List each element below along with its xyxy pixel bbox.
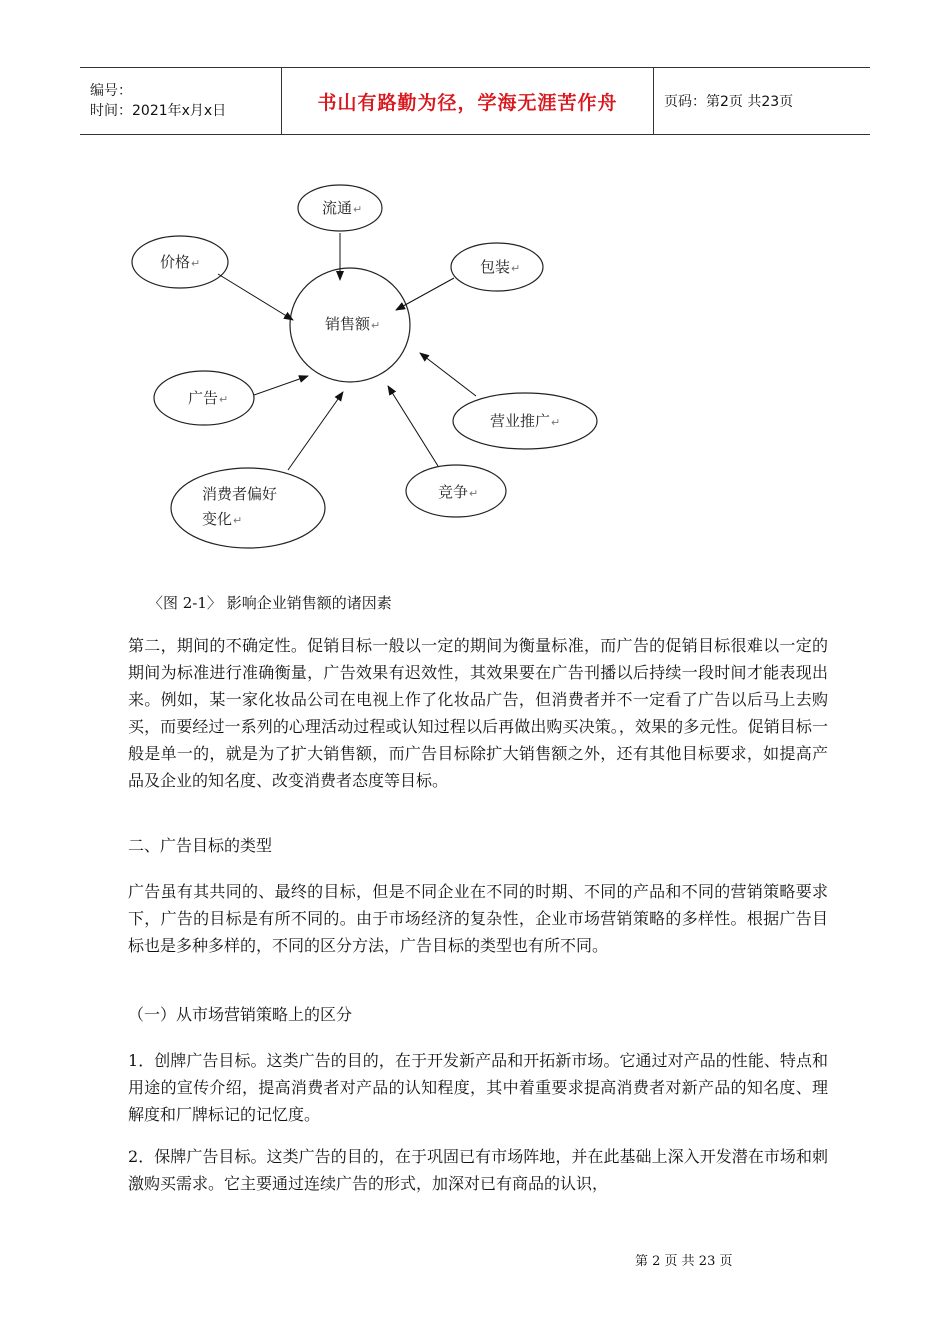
return-mark: ↵ [191, 257, 201, 270]
yingye-text: 营业推广 [490, 412, 551, 430]
paragraph-period-uncertainty: 第二，期间的不确定性。促销目标一般以一定的期间为衡量标准，而广告的促销目标很难以一定的期间为标准进行准确衡量，广告效果有迟效性，其效果要在广告刊播以后持续一段时间才能表现出来。例如，某一家化妆品公司在电视上作了化妆品广告，但消费者并不一定看了广告以后马上去购买，而要经过一系列的心理活动过程或认知过程以后再做出购买决策。，效果的多元性。促销目标一般是单一的，就是为了扩大销售额，而广告目标除扩大销售额之外，还有其他目标要求，如提高产品及企业的知名度、改变消费者态度等目标。 [128, 636, 828, 790]
motto: 书山有路勤为径，学海无涯苦作舟 [317, 91, 618, 114]
arrow-jiage [218, 274, 293, 320]
arrow-yingye [420, 353, 476, 396]
center-text: 销售额 [325, 315, 371, 333]
jingzheng-text: 竞争 [438, 483, 469, 501]
header-motto-cell [282, 68, 654, 134]
baozhuang-text: 包装 [480, 258, 511, 276]
arrow-baozhuang [396, 278, 454, 310]
liutong-node-label [322, 197, 362, 218]
jiage-node-label [160, 251, 200, 272]
sales-factors-diagram [120, 180, 620, 560]
yingye-node-label [490, 410, 560, 431]
center-node-label [325, 313, 380, 334]
arrow-jingzheng [388, 386, 438, 466]
return-mark: ↵ [353, 203, 363, 216]
baozhuang-node-label [480, 256, 520, 277]
xiaofei-ellipse [171, 468, 325, 548]
return-mark: ↵ [511, 262, 521, 275]
liutong-text: 流通 [322, 199, 353, 217]
arrow-guanggao [254, 376, 308, 395]
figure-caption: 〈图 2-1〉 影响企业销售额的诸因素 [148, 594, 392, 612]
return-mark: ↵ [371, 319, 381, 332]
page-header [80, 67, 870, 135]
header-page-info-cell [654, 68, 870, 134]
number-label: 编号： [90, 83, 132, 99]
section-heading: 二、广告目标的类型 [128, 836, 273, 855]
xiaofei-text-2: 变化 [202, 510, 233, 528]
return-mark: ↵ [219, 393, 229, 406]
jiage-text: 价格 [160, 253, 191, 271]
xiaofei-node-label-line1 [202, 483, 277, 504]
xiaofei-node-label-line2 [202, 508, 242, 529]
jingzheng-node-label [438, 481, 478, 502]
time-label: 时间：2021年x月x日 [90, 103, 227, 119]
page-info: 页码：第2页 共23页 [664, 94, 794, 110]
arrow-xiaofei [288, 392, 343, 470]
diagram-graphics [120, 180, 620, 560]
return-mark: ↵ [469, 487, 479, 500]
page-footer: 第 2 页 共 23 页 [635, 1254, 733, 1269]
paragraph-brand-creation: 1．创牌广告目标。这类广告的目的，在于开发新产品和开拓新市场。它通过对产品的性能、特点和用途的宣传介绍，提高消费者对产品的认知程度，其中着重要求提高消费者对新产品的知名度、理解度和厂牌标记的记忆度。 [128, 1051, 828, 1124]
paragraph-brand-protection: 2．保牌广告目标。这类广告的目的，在于巩固已有市场阵地，并在此基础上深入开发潜在市场和刺激购买需求。它主要通过连续广告的形式，加深对已有商品的认识， [128, 1147, 828, 1193]
return-mark: ↵ [233, 514, 243, 527]
subsection-heading: （一）从市场营销策略上的区分 [128, 1005, 353, 1024]
xiaofei-text-1: 消费者偏好 [202, 485, 278, 503]
guanggao-node-label [188, 387, 228, 408]
guanggao-text: 广告 [188, 389, 219, 407]
return-mark: ↵ [551, 416, 561, 429]
header-meta [80, 68, 282, 134]
paragraph-intro: 广告虽有其共同的、最终的目标，但是不同企业在不同的时期、不同的产品和不同的营销策略要求下，广告的目标是有所不同的。由于市场经济的复杂性，企业市场营销策略的多样性。根据广告目标也是多种多样的，不同的区分方法，广告目标的类型也有所不同。 [128, 882, 828, 955]
